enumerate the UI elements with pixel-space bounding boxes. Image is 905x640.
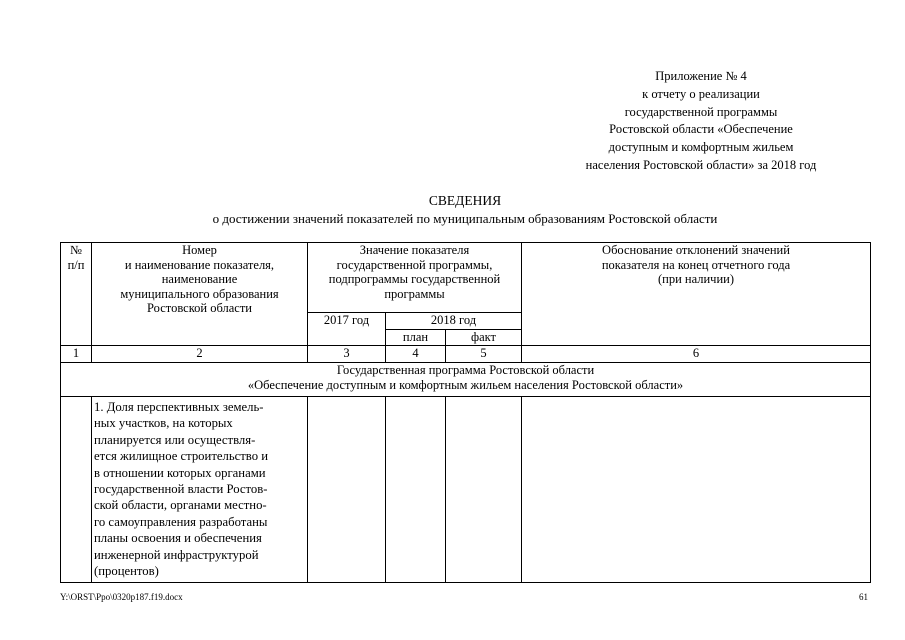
page-number: 61	[859, 592, 868, 602]
program-section-title: Государственная программа Ростовской области «Обеспечение доступным и комфортным жильем населения Ростовской области»	[61, 363, 871, 397]
header-fact: факт	[446, 330, 522, 346]
column-number-5: 5	[446, 346, 522, 363]
row-number	[61, 397, 92, 583]
column-number-4: 4	[386, 346, 446, 363]
section-row	[61, 363, 871, 397]
column-number-2: 2	[92, 346, 308, 363]
column-number-6: 6	[522, 346, 871, 363]
table-row	[61, 397, 871, 583]
document-title-block	[60, 193, 870, 209]
annex-line-6: населения Ростовской области» за 2018 год	[585, 157, 817, 172]
column-numbers-row	[61, 346, 871, 363]
indicator-name: 1. Доля перспективных земель- ных участков, на которых планируется или осуществля- ется жилищное строительство и в отношении которых органами государственной власти Ростов- ской области, органами местно- го самоуправления разработаны планы освоения и обеспечения инженерной инфраструктурой (процентов)	[92, 397, 308, 583]
header-indicator-value: Значение показателя государственной программы, подпрограммы государственной программы	[308, 243, 522, 313]
header-year-2017: 2017 год	[308, 313, 386, 346]
document-title: СВЕДЕНИЯ	[428, 193, 502, 208]
value-2017	[308, 397, 386, 583]
header-indicator-name: Номер и наименование показателя, наименование муниципального образования Ростовской области	[92, 243, 308, 346]
header-plan: план	[386, 330, 446, 346]
annex-line-2: к отчету о реализации	[642, 86, 760, 101]
annex-line-5: доступным и комфортным жильем	[608, 140, 794, 155]
header-row-1	[61, 243, 871, 313]
file-path-footer: Y:\ORST\Ppo\0320p187.f19.docx	[60, 592, 183, 602]
document-subtitle: о достижении значений показателей по муниципальным образованиям Ростовской области	[212, 211, 718, 226]
value-2018-plan	[386, 397, 446, 583]
header-number: № п/п	[61, 243, 92, 346]
deviation-justification	[522, 397, 871, 583]
annex-line-1: Приложение № 4	[655, 69, 747, 83]
column-number-3: 3	[308, 346, 386, 363]
document-subtitle-block	[60, 211, 870, 227]
annex-line-4: Ростовской области «Обеспечение	[609, 122, 793, 137]
column-number-1: 1	[61, 346, 92, 363]
annex-header	[541, 68, 861, 175]
header-justification: Обоснование отклонений значений показателя на конец отчетного года (при наличии)	[522, 243, 871, 346]
value-2018-fact	[446, 397, 522, 583]
indicators-table	[60, 242, 871, 583]
header-year-2018: 2018 год	[386, 313, 522, 330]
annex-line-3: государственной программы	[624, 104, 778, 119]
